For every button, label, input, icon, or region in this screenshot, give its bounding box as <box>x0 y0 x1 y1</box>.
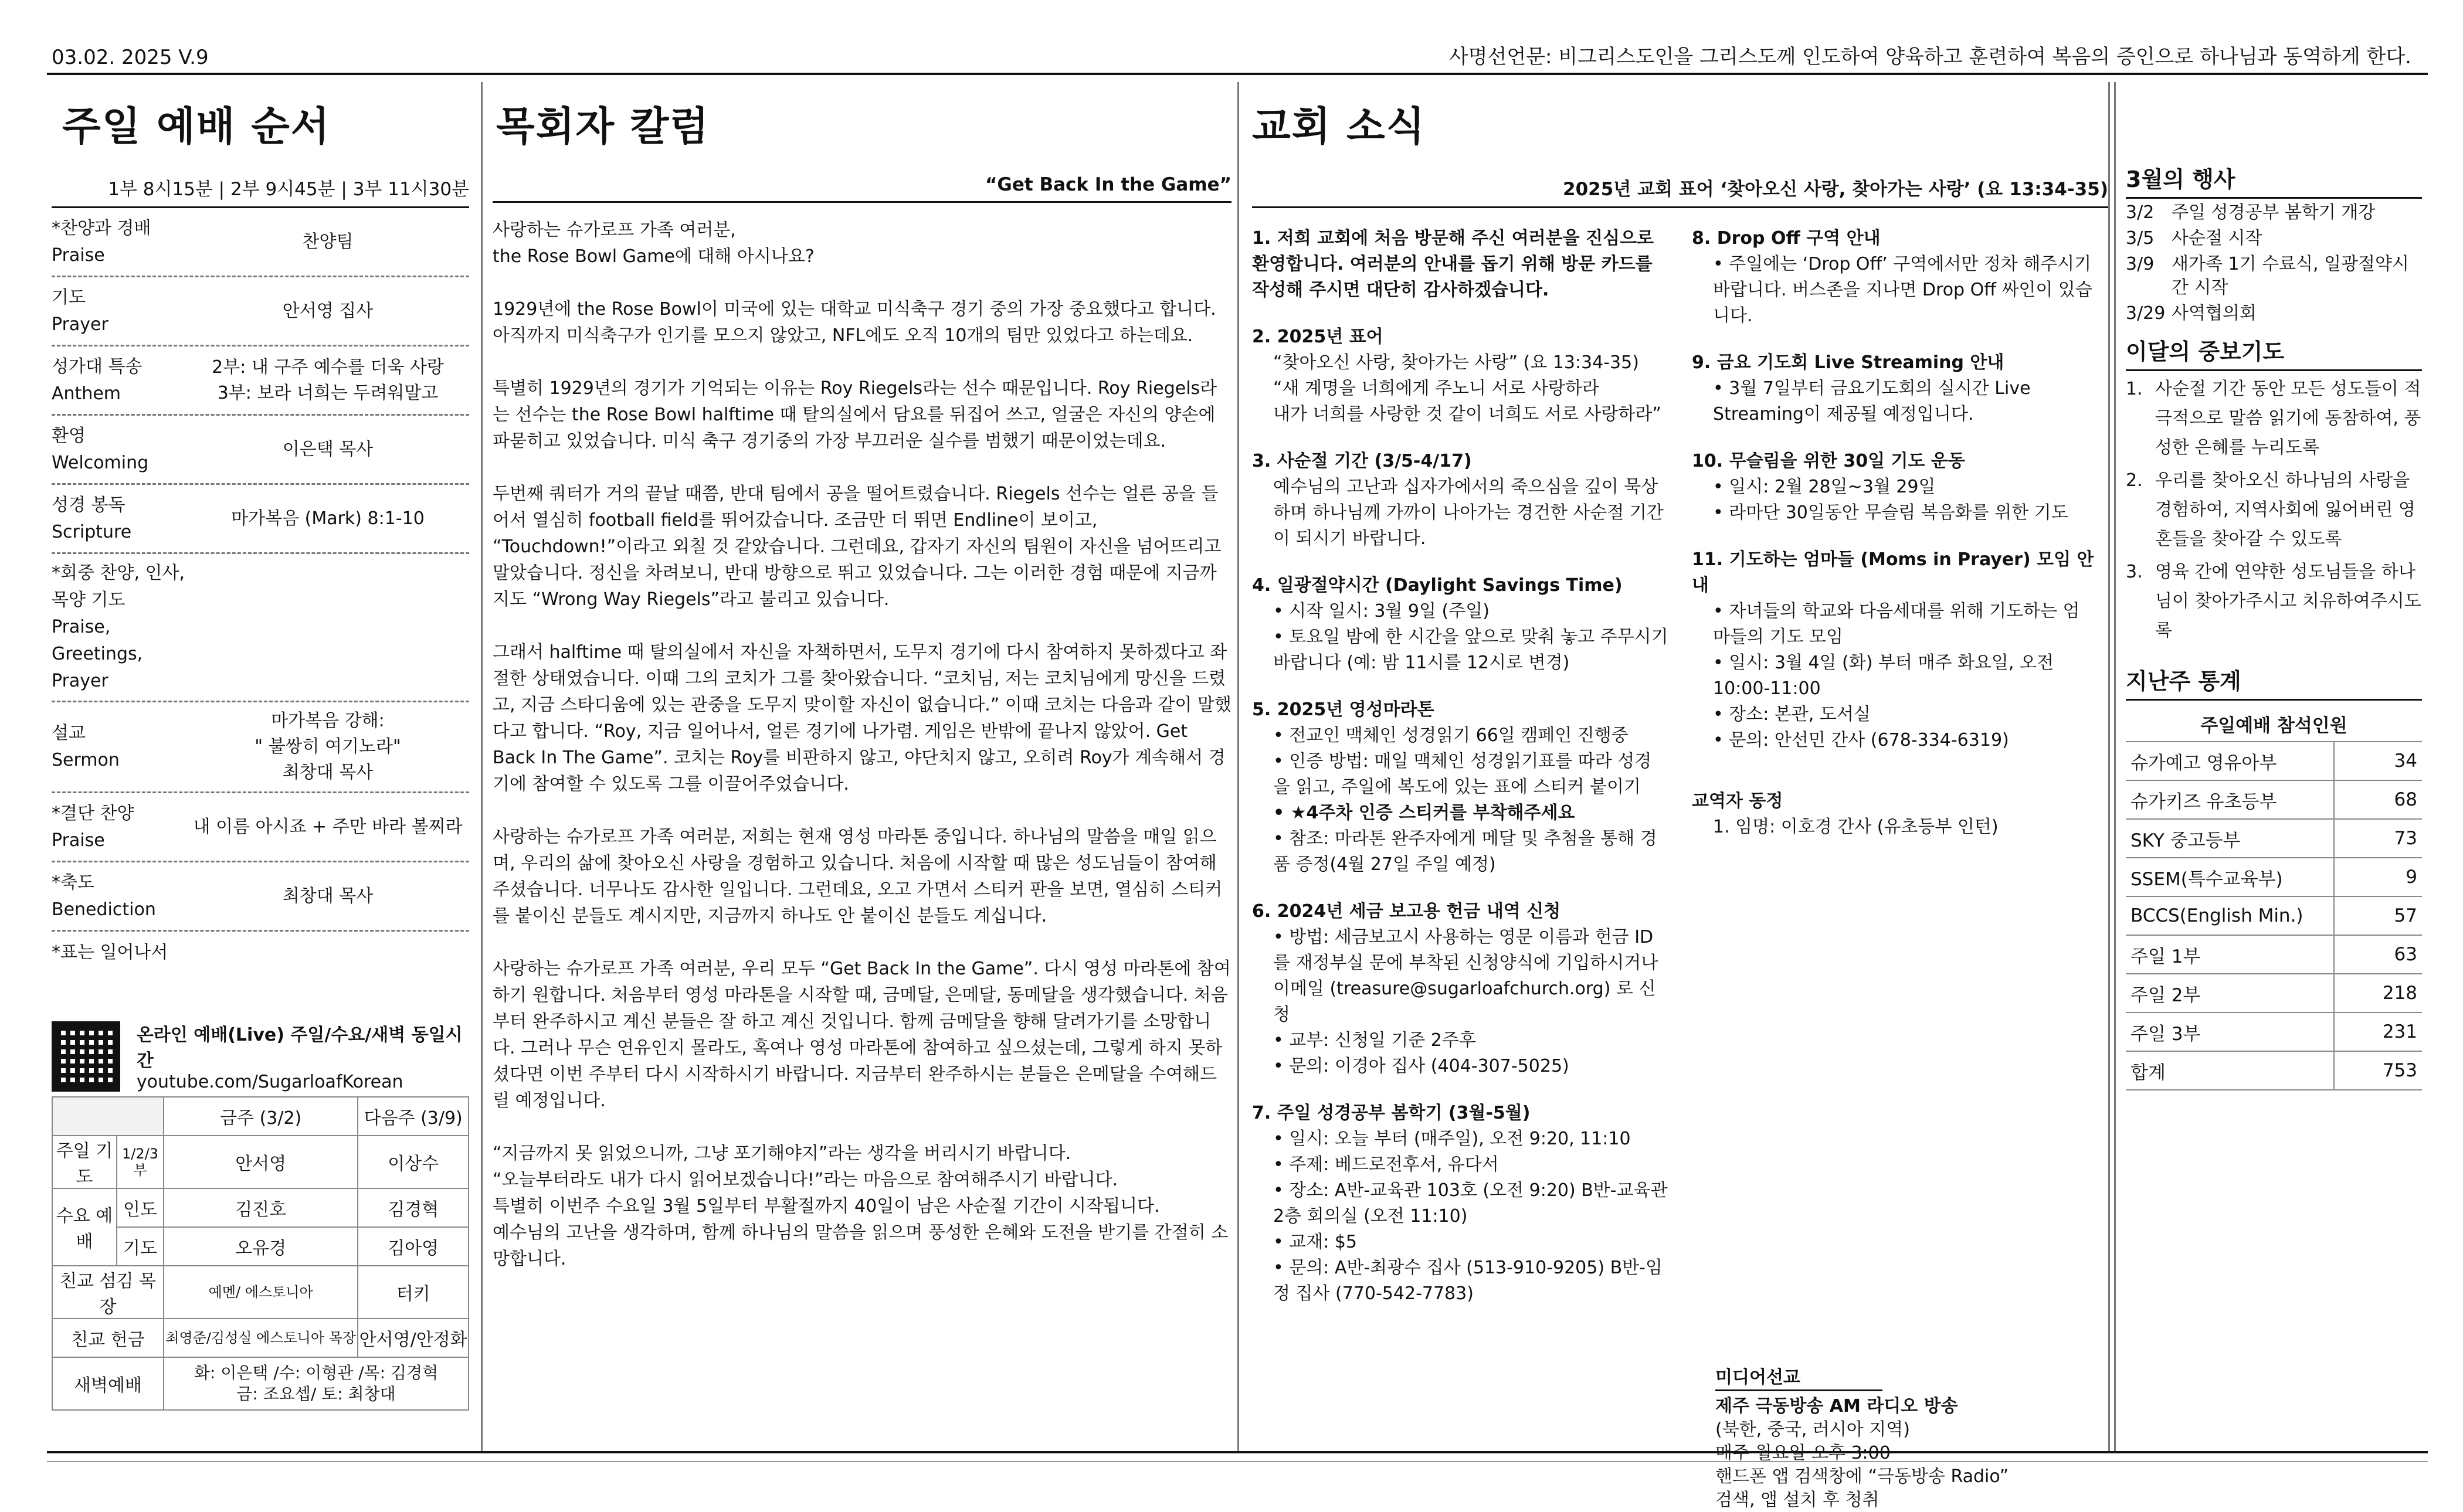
attendance-title: 주일예배 참석인원 <box>2126 706 2422 742</box>
stats-title: 지난주 통계 <box>2126 663 2422 701</box>
event-item <box>2126 302 2422 325</box>
news-item-line: 1. 임명: 이호경 간사 (유초등부 인턴) <box>1713 817 1999 837</box>
news-item-title: 7. 주일 성경공부 봄학기 (3월-5월) <box>1252 1103 1531 1123</box>
duty-dawn: 새벽예배 <box>52 1357 164 1410</box>
event-date: 3/9 <box>2126 254 2155 274</box>
duty-header-blank <box>52 1097 164 1136</box>
column-divider <box>481 82 483 1451</box>
news-grid <box>1252 226 2108 1328</box>
online-worship-title: 온라인 예배(Live) 주일/수요/새벽 동일시간 <box>136 1025 463 1071</box>
worship-item <box>52 416 469 485</box>
news-item-bullets <box>1692 599 2096 753</box>
news-item-bullet: • 참조: 마라톤 완주자에게 메달 및 추첨을 통해 경품 증정(4월 27일 주일 예정) <box>1273 826 1668 878</box>
attendance-table <box>2126 706 2422 1090</box>
prayer-list <box>2126 375 2422 645</box>
duty-cell: 이상수 <box>358 1136 469 1188</box>
worship-item <box>52 277 469 346</box>
event-item <box>2126 253 2422 300</box>
attendance-name: SKY 중고등부 <box>2126 819 2334 858</box>
news-item-line: 내가 너희를 사랑한 것 같이 너희도 서로 사랑하라” <box>1273 404 1661 424</box>
worship-item-detail: 2부: 내 구주 예수를 더욱 사랑 3부: 보라 너희는 두려워말고 <box>212 356 444 403</box>
worship-item-en: Praise <box>52 830 105 851</box>
duty-fellowship: 친교 섬김 목장 <box>52 1266 164 1319</box>
prayer-item <box>2126 558 2422 645</box>
media-line: (북한, 중국, 러시아 지역) <box>1715 1419 1910 1440</box>
prayer-text: 사순절 기간 동안 모든 성도들이 적극적으로 말씀 읽기에 동참하여, 풍성한 은혜를 누리도록 <box>2155 379 2421 458</box>
worship-order-section <box>52 82 469 1448</box>
worship-item-detail: 마가복음 강해: " 불쌍히 여기노라" 최창대 목사 <box>255 711 401 783</box>
worship-item-name <box>52 720 186 774</box>
worship-item-detail: 이은택 목사 <box>282 439 374 460</box>
event-text: 주일 성경공부 봄학기 개강 <box>2172 202 2376 223</box>
column-title: 목회자 칼럼 <box>496 104 710 150</box>
media-line: 매주 월요일 오후 3:00 <box>1715 1443 1891 1463</box>
news-item-title: 6. 2024년 세금 보고용 헌금 내역 신청 <box>1252 901 1561 922</box>
news-item-bullet: • 라마단 30일동안 무슬림 복음화를 위한 기도 <box>1713 500 2096 526</box>
event-text: 새가족 1기 수료식, 일광절약시간 시작 <box>2172 254 2409 298</box>
duty-cell: 김진호 <box>164 1188 358 1227</box>
news-item-bullets <box>1252 1126 1668 1307</box>
column-paragraph: 특별히 1929년의 경기가 기억되는 이유는 Roy Riegels라는 선수 때문입니다. Roy Riegels라는 선수는 the Rose Bowl halftime 때 탈의실에서 담요를 뒤집어 쓰고, 얼굴은 자신의 양손에 파묻히고 있었습니다. 미식 축구 경기중의 가장 부끄러운 실수를 범했기 때문이었는데요. <box>493 378 1217 451</box>
attendance-name: 주일 3부 <box>2126 1012 2334 1051</box>
news-item-bullet: • 주일에는 ‘Drop Off’ 구역에서만 정차 해주시기 바랍니다. 버스존을 지나면 Drop Off 싸인이 있습니다. <box>1713 252 2096 329</box>
worship-item-en: Praise <box>52 244 105 266</box>
online-worship <box>52 1020 469 1092</box>
attendance-name: 주일 2부 <box>2126 974 2334 1012</box>
attendance-body <box>2126 742 2422 1090</box>
news-item-bullet: • 일시: 2월 28일~3월 29일 <box>1713 474 2096 500</box>
column-subtitle: “Get Back In the Game” <box>985 174 1232 195</box>
attendance-value: 57 <box>2334 896 2422 935</box>
attendance-value: 73 <box>2334 819 2422 858</box>
church-motto: 2025년 교회 표어 ‘찾아오신 사랑, 찾아가는 사랑’ (요 13:34-35) <box>1563 179 2108 200</box>
news-item-title: 5. 2025년 영성마라톤 <box>1252 699 1434 720</box>
news-item-bullet: • 문의: A반-최광수 집사 (513-910-9205) B반-임정 집사 (770-542-7783) <box>1273 1255 1668 1307</box>
news-item-line: 예수님의 고난과 십자가에서의 죽으심을 깊이 묵상하며 하나님께 가까이 나아가는 경건한 사순절 기간이 되시기 바랍니다. <box>1273 477 1664 549</box>
news-item-bullet: • 일시: 3월 4일 (화) 부터 매주 화요일, 오전 10:00-11:00 <box>1713 650 2096 702</box>
news-item-bullet: • 문의: 안선민 간사 (678-334-6319) <box>1713 728 2096 753</box>
news-item <box>1252 324 1668 427</box>
news-item <box>1692 547 2096 753</box>
column-body <box>493 217 1232 1272</box>
news-item-title: 2. 2025년 표어 <box>1252 327 1383 347</box>
attendance-row <box>2126 896 2422 935</box>
news-item-bullet: • 문의: 이경아 집사 (404-307-5025) <box>1273 1054 1668 1079</box>
column-paragraph: 그래서 halftime 때 탈의실에서 자신을 자책하면서, 도무지 경기에 다시 참여하지 못하겠다고 좌절한 상태였습니다. 이때 그의 코치가 그를 찾아왔습니다. “코치님, 저는 코치님에게 망신을 드렸고, 지금 스타디움에 있는 관중을 도무지 맞이할 자신이 없습니다.” 이때 코치는 다음과 같이 말했다고 합니다. “Roy, 지금 일어나서, 얼른 경기에 나가렴. 게임은 반밖에 끝나지 않았어. Get Back In The Game”. 코치는 Roy를 비판하지 않고, 야단치지 않고, 오히려 Roy가 계속해서 경기에 참여할 수 있도록 그를 이끌어주었습니다. <box>493 642 1232 794</box>
news-item-bullets <box>1692 474 2096 526</box>
duty-pray: 기도 <box>117 1227 164 1266</box>
event-text: 사역협의회 <box>2172 303 2257 324</box>
worship-item <box>52 793 469 862</box>
attendance-value: 68 <box>2334 780 2422 819</box>
attendance-value: 753 <box>2334 1051 2422 1090</box>
worship-item <box>52 346 469 416</box>
duty-cell: 안서영/안정화 <box>358 1319 469 1357</box>
prayer-number: 2. <box>2126 470 2143 491</box>
worship-item-detail: 최창대 목사 <box>282 885 374 906</box>
news-item-bullet: • 3월 7일부터 금요기도회의 실시간 Live Streaming이 제공될 예정입니다. <box>1713 376 2096 427</box>
prayer-text: 영육 간에 연약한 성도님들을 하나님이 찾아가주시고 치유하여주시도록 <box>2155 562 2421 641</box>
news-item-bullet: • 일시: 오늘 부터 (매주일), 오전 9:20, 11:10 <box>1273 1126 1668 1152</box>
worship-item-name <box>52 423 186 477</box>
duty-cell: 김아영 <box>358 1227 469 1266</box>
attendance-value: 231 <box>2334 1012 2422 1051</box>
duty-lead: 인도 <box>117 1188 164 1227</box>
column-divider <box>2108 82 2110 1451</box>
news-item <box>1692 789 2096 840</box>
news-item-title: 9. 금요 기도회 Live Streaming 안내 <box>1692 352 2004 373</box>
duty-wed-service: 수요 예배 <box>52 1188 117 1266</box>
worship-item-ko: 환영 <box>52 425 86 446</box>
worship-item-detail: 안서영 집사 <box>282 300 374 321</box>
attendance-row <box>2126 780 2422 819</box>
news-item <box>1252 448 1668 552</box>
worship-rows <box>52 208 469 932</box>
prayer-text: 우리를 찾아오신 하나님의 사랑을 경험하여, 지역사회에 잃어버린 영혼들을 찾아갈 수 있도록 <box>2155 470 2415 549</box>
worship-item-ko: 기도 <box>52 287 86 308</box>
media-line: 검색, 앱 설치 후 청취 <box>1715 1490 1880 1510</box>
duty-cell: 예멘/ 에스토니아 <box>164 1266 358 1319</box>
worship-item-name <box>52 560 186 695</box>
worship-item <box>52 702 469 793</box>
prayer-number: 3. <box>2126 562 2143 582</box>
duty-cell: 터키 <box>358 1266 469 1319</box>
worship-item-ko: 설교 <box>52 723 86 743</box>
right-sidebar <box>2126 82 2422 1090</box>
news-item-bullet: • 교재: $5 <box>1273 1229 1668 1255</box>
attendance-value: 34 <box>2334 742 2422 780</box>
news-item-bullets <box>1252 599 1668 676</box>
news-item <box>1252 226 1668 303</box>
event-date: 3/2 <box>2126 202 2155 223</box>
attendance-row <box>2126 935 2422 974</box>
news-item <box>1252 697 1668 878</box>
mission-statement: 사명선언문: 비그리스도인을 그리스도께 인도하여 양육하고 훈련하여 복음의 증인으로 하나님과 동역하게 한다. <box>1448 45 2411 69</box>
standing-note: *표는 일어나서 <box>52 942 168 963</box>
worship-item-ko: *찬양과 경배 <box>52 218 151 239</box>
news-item-title: 4. 일광절약시간 (Daylight Savings Time) <box>1252 575 1623 596</box>
news-item-bullet: • 자녀들의 학교와 다음세대를 위해 기도하는 엄마들의 기도 모임 <box>1713 599 2096 650</box>
section-rule <box>1252 206 2108 208</box>
worship-item-name <box>52 354 186 407</box>
duty-cell: 오유경 <box>164 1227 358 1266</box>
news-item-title: 3. 사순절 기간 (3/5-4/17) <box>1252 451 1472 471</box>
top-divider <box>47 73 2428 75</box>
duty-header-this-week: 금주 (3/2) <box>164 1097 358 1136</box>
worship-item-en: Scripture <box>52 521 132 542</box>
worship-item-en: Praise, Greetings, Prayer <box>52 617 143 691</box>
news-item-bullet: • 방법: 세금보고시 사용하는 영문 이름과 헌금 ID를 재정부실 문에 부착된 신청양식에 기입하시거나 이메일 (treasure@sugarloafchurch.org) 로 신청 <box>1273 925 1668 1028</box>
attendance-name: 슈가키즈 유초등부 <box>2126 780 2334 819</box>
media-mission <box>1715 1366 2067 1512</box>
worship-item-name <box>52 869 186 923</box>
news-item <box>1692 226 2096 329</box>
news-item-bullet: • 토요일 밤에 한 시간을 앞으로 맞춰 놓고 주무시기 바랍니다 (예: 밤 11시를 12시로 변경) <box>1273 624 1668 676</box>
worship-item-name <box>52 215 186 269</box>
worship-item-ko: 성가대 특송 <box>52 356 143 377</box>
worship-item-en: Benediction <box>52 899 156 920</box>
news-item-bullets <box>1692 376 2096 427</box>
duty-table <box>52 1096 469 1411</box>
attendance-name: 합계 <box>2126 1051 2334 1090</box>
news-item-bullet: • 시작 일시: 3월 9일 (주일) <box>1273 599 1668 624</box>
news-item-bullets <box>1692 252 2096 329</box>
event-item <box>2126 227 2422 250</box>
online-worship-url[interactable]: youtube.com/SugarloafKorean <box>136 1072 403 1092</box>
duty-offering: 친교 헌금 <box>52 1319 164 1357</box>
prayer-item <box>2126 375 2422 463</box>
news-title: 교회 소식 <box>1252 104 1426 150</box>
duty-dawn-detail: 화: 이은택 /수: 이형관 /목: 김경혁 금: 조요셉/ 토: 최창대 <box>164 1357 469 1410</box>
attendance-row <box>2126 819 2422 858</box>
column-paragraph: 1929년에 the Rose Bowl이 미국에 있는 대학교 미식축구 경기 중의 가장 중요했다고 합니다. 아직까지 미식축구가 인기를 모으지 않았고, NFL에도 오직 10개의 팀만 있었다고 하는데요. <box>493 299 1216 346</box>
news-item-line: “새 계명을 너희에게 주노니 서로 사랑하라 <box>1273 378 1599 399</box>
worship-item-en: Welcoming <box>52 452 149 473</box>
column-paragraph: “지금까지 못 읽었으니까, 그냥 포기해야지”라는 생각을 버리시기 바랍니다. “오늘부터라도 내가 다시 읽어보겠습니다!”라는 마음으로 참여해주시기 바랍니다. 특별히 이번주 수요일 3월 5일부터 부활절까지 40일이 남은 사순절 기간이 시작됩니다. 예수님의 고난을 생각하며, 함께 하나님의 말씀을 읽으며 풍성한 은혜와 도전을 받기를 간절히 소망합니다. <box>493 1143 1229 1269</box>
prayer-number: 1. <box>2126 379 2143 399</box>
bottom-divider <box>47 1451 2428 1453</box>
news-item-title: 1. 저희 교회에 처음 방문해 주신 여러분을 진심으로 환영합니다. 여러분의 안내를 돕기 위해 방문 카드를 작성해 주시면 대단히 감사하겠습니다. <box>1252 228 1654 300</box>
worship-item <box>52 862 469 932</box>
attendance-row <box>2126 742 2422 780</box>
events-title: 3월의 행사 <box>2126 161 2422 199</box>
news-item-title: 11. 기도하는 엄마들 (Moms in Prayer) 모임 안내 <box>1692 549 2094 596</box>
news-item-bullet: • ★4주차 인증 스티커를 부착해주세요 <box>1273 800 1668 826</box>
attendance-name: BCCS(English Min.) <box>2126 896 2334 935</box>
column-divider <box>2114 82 2116 1451</box>
column-paragraph: 두번째 쿼터가 거의 끝날 때쯤, 반대 팀에서 공을 떨어트렸습니다. Riegels 선수는 얼른 공을 들어서 열심히 football field를 뛰어갔습니다. 조금만 더 뛰면 Endline이 보이고, “Touchdown!”이라고 외칠 것 같았습니다. 그런데요, 갑자기 자신의 팀원이 자신을 넘어뜨리고 말았습니다. 정신을 차려보니, 반대 방향으로 뛰고 있었습니다. 그는 이러한 경험 때문에 지금까지도 “Wrong Way Riegels”라고 불리고 있습니다. <box>493 484 1222 610</box>
duty-sunday-prayer-part: 1/2/3부 <box>117 1136 164 1188</box>
attendance-row <box>2126 1051 2422 1090</box>
worship-item-ko: *축도 <box>52 872 94 893</box>
news-item-title: 10. 무슬림을 위한 30일 기도 운동 <box>1692 451 1965 471</box>
service-times: 1부 8시15분 | 2부 9시45분 | 3부 11시30분 <box>108 179 469 200</box>
event-date: 3/5 <box>2126 228 2155 249</box>
news-item <box>1252 899 1668 1079</box>
attendance-name: SSEM(특수교육부) <box>2126 858 2334 896</box>
qr-code-icon[interactable] <box>52 1021 120 1092</box>
bottom-divider-thin <box>47 1461 2428 1462</box>
news-item-title: 교역자 동정 <box>1692 791 1783 811</box>
duty-sunday-prayer: 주일 기도 <box>52 1136 117 1188</box>
prayer-title: 이달의 중보기도 <box>2126 334 2422 371</box>
attendance-row <box>2126 858 2422 896</box>
duty-header-next-week: 다음주 (3/9) <box>358 1097 469 1136</box>
column-paragraph: 사랑하는 슈가로프 가족 여러분, the Rose Bowl Game에 대해 아시나요? <box>493 220 815 267</box>
attendance-value: 218 <box>2334 974 2422 1012</box>
worship-item-en: Prayer <box>52 314 108 335</box>
events-list <box>2126 201 2422 325</box>
worship-item-en: Sermon <box>52 750 120 770</box>
worship-item-ko: *결단 찬양 <box>52 803 134 824</box>
worship-item <box>52 554 469 702</box>
news-item-bullet: • 장소: A반-교육관 103호 (오전 9:20) B반-교육관 2층 회의실 (오전 11:10) <box>1273 1178 1668 1229</box>
section-rule <box>493 201 1232 203</box>
worship-item-ko: 성경 봉독 <box>52 494 125 515</box>
news-right-column <box>1680 226 2108 1328</box>
event-item <box>2126 201 2422 225</box>
news-item-bullet: • 장소: 본관, 도서실 <box>1713 702 2096 728</box>
bulletin-date: 03.02. 2025 V.9 <box>52 46 209 69</box>
attendance-value: 9 <box>2334 858 2422 896</box>
top-header <box>52 40 2411 73</box>
attendance-name: 주일 1부 <box>2126 935 2334 974</box>
worship-item <box>52 485 469 554</box>
worship-item-detail: 찬양팀 <box>302 231 354 252</box>
worship-item-name <box>52 800 186 854</box>
news-item <box>1692 448 2096 526</box>
media-line: 핸드폰 앱 검색창에 “극동방송 Radio” <box>1715 1466 2009 1487</box>
worship-item-detail: 내 이름 아시죠 + 주만 바라 볼찌라 <box>193 816 463 837</box>
worship-item-ko: *회중 찬양, 인사, 목양 기도 <box>52 563 185 610</box>
worship-item-en: Anthem <box>52 383 121 404</box>
media-title: 제주 극동방송 AM 라디오 방송 <box>1715 1396 1958 1416</box>
news-item <box>1692 350 2096 427</box>
media-heading: 미디어선교 <box>1715 1366 1882 1391</box>
prayer-item <box>2126 466 2422 554</box>
attendance-row <box>2126 1012 2422 1051</box>
news-item-title: 8. Drop Off 구역 안내 <box>1692 228 1881 249</box>
event-text: 사순절 시작 <box>2172 228 2262 249</box>
duty-cell: 김경혁 <box>358 1188 469 1227</box>
news-item-bullets <box>1252 723 1668 878</box>
news-item-bullets <box>1252 925 1668 1079</box>
column-divider <box>1237 82 1239 1451</box>
news-item-bullet: • 인증 방법: 매일 맥체인 성경읽기표를 따라 성경을 읽고, 주일에 복도에 있는 표에 스티커 붙이기 <box>1273 749 1668 800</box>
duty-cell: 최영준/김성실 에스토니아 목장 <box>164 1319 358 1357</box>
duty-cell: 안서영 <box>164 1136 358 1188</box>
pastor-column-section <box>493 82 1232 1299</box>
worship-item-name <box>52 492 186 546</box>
news-item-bullet: • 전교인 맥체인 성경읽기 66일 캠페인 진행중 <box>1273 723 1668 749</box>
news-left-column <box>1252 226 1680 1328</box>
event-date: 3/29 <box>2126 303 2166 324</box>
news-item <box>1252 1100 1668 1307</box>
worship-item-detail: 마가복음 (Mark) 8:1-10 <box>231 508 425 529</box>
news-item-line: “찾아오신 사랑, 찾아가는 사랑” (요 13:34-35) <box>1273 352 1639 373</box>
attendance-row <box>2126 974 2422 1012</box>
column-paragraph: 사랑하는 슈가로프 가족 여러분, 저희는 현재 영성 마라톤 중입니다. 하나님의 말씀을 매일 읽으며, 우리의 삶에 찾아오신 사랑을 경험하고 있습니다. 처음에 시작할 때 많은 성도님들이 참여해주셨습니다. 너무나도 감사한 일입니다. 그런데요, 오고 가면서 스티커 판을 보면, 열심히 스티커를 붙이신 분들도 계시지만, 지금까지 하나도 안 붙이신 분들도 계십니다. <box>493 827 1223 926</box>
worship-item-name <box>52 284 186 338</box>
attendance-value: 63 <box>2334 935 2422 974</box>
news-item-bullet: • 주제: 베드로전후서, 유다서 <box>1273 1152 1668 1178</box>
news-item-bullet: • 교부: 신청일 기준 2주후 <box>1273 1028 1668 1054</box>
worship-title: 주일 예배 순서 <box>62 104 331 150</box>
news-item <box>1252 573 1668 676</box>
column-paragraph: 사랑하는 슈가로프 가족 여러분, 우리 모두 “Get Back In the Game”. 다시 영성 마라톤에 참여하기 원합니다. 처음부터 영성 마라톤을 시작할 때, 금메달, 은메달, 동메달을 생각했습니다. 처음부터 완주하시고 계신 분들은 잘 하고 계신 것입니다. 함께 금메달을 향해 달려가기를 소망합니다. 그러나 무슨 연유인지 몰라도, 혹여나 영성 마라톤에 참여하고 싶으셨는데, 그렇게 하지 못하셨다면 이번 주부터 다시 시작하시기 바랍니다. 지금부터 완주하시는 분들은 은메달을 수여해드릴 예정입니다. <box>493 959 1231 1111</box>
attendance-name: 슈가예고 영유아부 <box>2126 742 2334 780</box>
church-news-section <box>1252 82 2108 1510</box>
worship-item <box>52 208 469 277</box>
